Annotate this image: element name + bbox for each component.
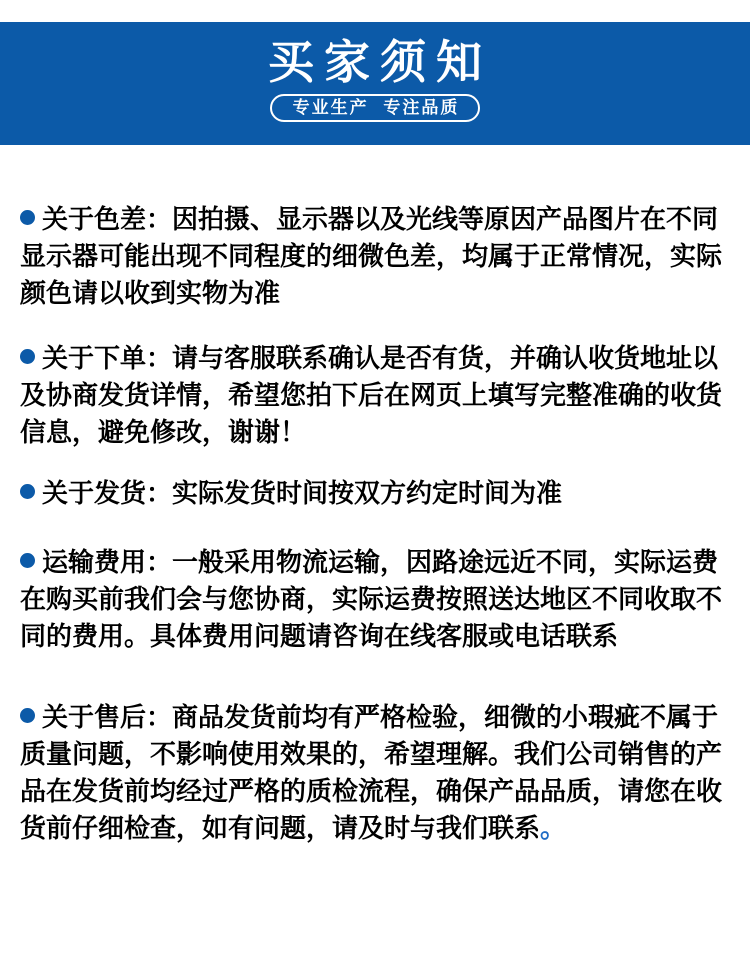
tagline-row (0, 94, 750, 122)
page-title: 买家须知 (268, 36, 492, 88)
notice-heading: 关于下单： (42, 343, 173, 373)
notice-list (0, 145, 750, 847)
notice-item-after-sales (20, 699, 728, 847)
header-banner (0, 22, 750, 145)
notice-item-shipping (20, 475, 728, 512)
notice-item-color-difference (20, 201, 728, 312)
notice-body: 一般采用物流运输，因路途远近不同，实际运费在购买前我们会与您协商，实际运费按照送达地区不同收取不同的费用。具体费用问题请咨询在线客服或电话联系 (20, 547, 723, 651)
notice-heading: 关于售后： (42, 702, 173, 732)
bullet-icon (20, 210, 35, 225)
bullet-icon (20, 349, 35, 364)
notice-heading: 运输费用： (42, 547, 173, 577)
bullet-icon (20, 484, 35, 499)
notice-body: 因拍摄、显示器以及光线等原因产品图片在不同显示器可能出现不同程度的细微色差，均属于正常情况，实际颜色请以收到实物为准 (20, 204, 723, 308)
bullet-icon (20, 553, 35, 568)
notice-body: 商品发货前均有严格检验，细微的小瑕疵不属于质量问题，不影响使用效果的，希望理解。我们公司销售的产品在发货前均经过严格的质检流程，确保产品品质，请您在收货前仔细检查，如有问题，请及时与我们联系 (20, 702, 723, 843)
notice-suffix: 。 (540, 813, 567, 843)
notice-body: 实际发货时间按双方约定时间为准 (172, 478, 563, 508)
tagline-badge: 专业生产 专注品质 (270, 94, 481, 122)
buyer-notice-page (0, 22, 750, 957)
notice-body: 请与客服联系确认是否有货，并确认收货地址以及协商发货详情，希望您拍下后在网页上填写完整准确的收货信息，避免修改，谢谢！ (20, 343, 723, 447)
notice-heading: 关于发货： (42, 478, 173, 508)
bullet-icon (20, 708, 35, 723)
notice-heading: 关于色差： (42, 204, 173, 234)
notice-item-ordering (20, 340, 728, 451)
notice-item-freight-cost (20, 544, 728, 655)
